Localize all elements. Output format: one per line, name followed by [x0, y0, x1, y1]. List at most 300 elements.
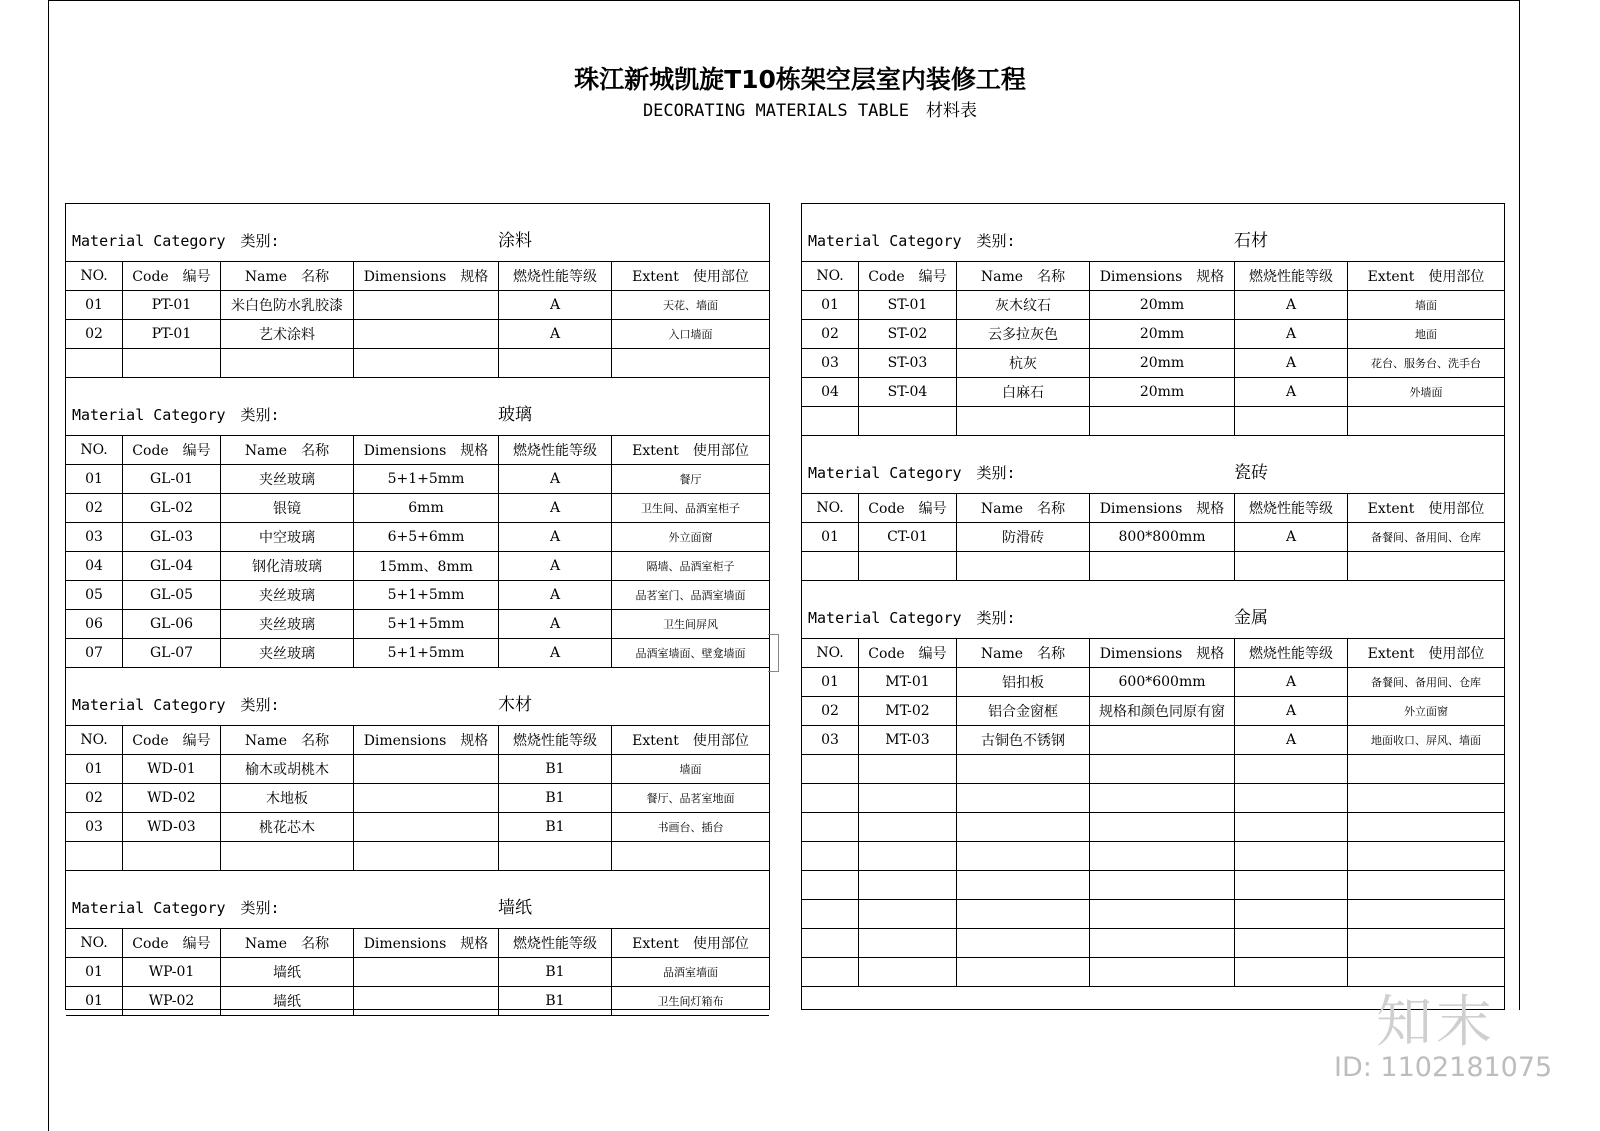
table-cell: ST-04 — [859, 378, 957, 406]
table-cell — [1348, 813, 1504, 841]
category-header — [802, 436, 1504, 494]
table-cell: 5+1+5mm — [354, 610, 499, 638]
table-cell — [1090, 755, 1235, 783]
column-header: NO. — [802, 494, 859, 522]
table-cell — [123, 349, 221, 377]
table-cell — [957, 958, 1090, 986]
table-cell: 01 — [66, 291, 123, 319]
column-header: Code 编号 — [859, 262, 957, 290]
table-cell: A — [499, 494, 612, 522]
column-header: Dimensions 规格 — [354, 262, 499, 290]
table-cell: 餐厅 — [679, 473, 702, 486]
table-cell: 20mm — [1090, 320, 1235, 348]
table-cell: GL-02 — [123, 494, 221, 522]
table-cell — [1235, 755, 1348, 783]
table-cell: A — [1235, 668, 1348, 696]
table-cell: 入口墙面 — [668, 328, 713, 341]
table-cell — [859, 552, 957, 580]
table-cell: 卫生间屏风 — [663, 618, 718, 631]
table-cell: 600*600mm — [1090, 668, 1235, 696]
table-cell — [1235, 813, 1348, 841]
table-cell: 天花、墙面 — [663, 299, 718, 312]
table-cell: 02 — [802, 697, 859, 725]
category-header — [66, 871, 769, 929]
table-row — [802, 378, 1504, 407]
table-row — [802, 349, 1504, 378]
table-cell — [802, 929, 859, 957]
table-cell — [1090, 900, 1235, 928]
column-header: NO. — [802, 262, 859, 290]
table-cell: 地面 — [1415, 328, 1437, 341]
table-cell: 01 — [802, 668, 859, 696]
table-cell: 墙面 — [1415, 299, 1437, 312]
table-cell: A — [499, 465, 612, 493]
table-cell: PT-01 — [123, 291, 221, 319]
table-cell: 夹丝玻璃 — [221, 581, 354, 609]
table-cell: 800*800mm — [1090, 523, 1235, 551]
table-cell: 5+1+5mm — [354, 581, 499, 609]
table-cell: MT-01 — [859, 668, 957, 696]
table-cell: 花台、服务台、洗手台 — [1371, 357, 1481, 370]
table-cell — [1090, 842, 1235, 870]
materials-table-left — [65, 203, 770, 1010]
frame-top-line — [48, 0, 1520, 1]
table-cell: 06 — [66, 610, 123, 638]
column-header: Name 名称 — [221, 436, 354, 464]
table-cell — [1348, 755, 1504, 783]
column-header: 燃烧性能等级 — [499, 929, 612, 957]
table-cell — [221, 842, 354, 870]
table-cell: A — [1235, 378, 1348, 406]
column-header: Dimensions 规格 — [354, 929, 499, 957]
table-cell: MT-03 — [859, 726, 957, 754]
column-header: Code 编号 — [859, 639, 957, 667]
table-cell: 铝合金窗框 — [957, 697, 1090, 725]
table-cell: 米白色防水乳胶漆 — [221, 291, 354, 319]
table-cell: A — [1235, 726, 1348, 754]
table-cell: 杭灰 — [957, 349, 1090, 377]
table-cell: 墙面 — [679, 763, 702, 776]
table-cell: 备餐间、备用间、仓库 — [1371, 531, 1481, 544]
table-row — [66, 349, 769, 378]
table-cell: 防滑砖 — [957, 523, 1090, 551]
table-cell: 钢化清玻璃 — [221, 552, 354, 580]
table-row — [802, 552, 1504, 581]
table-row — [66, 639, 769, 668]
table-cell — [859, 958, 957, 986]
column-header: Dimensions 规格 — [354, 726, 499, 754]
table-cell — [1090, 726, 1235, 754]
table-cell: B1 — [499, 987, 612, 1015]
column-header: Name 名称 — [957, 494, 1090, 522]
table-cell — [1090, 813, 1235, 841]
table-row — [66, 755, 769, 784]
column-header: Dimensions 规格 — [1090, 494, 1235, 522]
category-header — [802, 204, 1504, 262]
table-row — [66, 552, 769, 581]
table-cell: A — [1235, 320, 1348, 348]
table-cell: 07 — [66, 639, 123, 667]
table-cell: 品酒室墙面、壁龛墙面 — [635, 647, 746, 660]
table-cell — [1235, 900, 1348, 928]
page-subtitle: DECORATING MATERIALS TABLE 材料表 — [642, 101, 978, 121]
table-cell: 6mm — [354, 494, 499, 522]
table-cell — [859, 871, 957, 899]
watermark-id: ID: 1102181075 — [1334, 1052, 1553, 1083]
table-row — [802, 900, 1504, 929]
table-cell: A — [1235, 523, 1348, 551]
table-cell — [802, 842, 859, 870]
table-cell: WD-03 — [123, 813, 221, 841]
table-cell: 03 — [802, 349, 859, 377]
table-cell — [1348, 784, 1504, 812]
table-row — [802, 523, 1504, 552]
table-header-row — [802, 262, 1504, 291]
column-header: Code 编号 — [123, 436, 221, 464]
table-cell — [802, 958, 859, 986]
column-header: 燃烧性能等级 — [499, 262, 612, 290]
category-name: 瓷砖 — [1234, 463, 1268, 483]
table-cell — [612, 349, 769, 377]
table-cell: 灰木纹石 — [957, 291, 1090, 319]
table-row — [66, 581, 769, 610]
table-cell: B1 — [499, 813, 612, 841]
table-cell: 墙纸 — [221, 987, 354, 1015]
table-cell: 20mm — [1090, 378, 1235, 406]
column-header: Name 名称 — [221, 262, 354, 290]
table-cell: 夹丝玻璃 — [221, 639, 354, 667]
column-header: Code 编号 — [123, 929, 221, 957]
table-cell — [957, 407, 1090, 435]
table-row — [802, 697, 1504, 726]
table-cell: GL-01 — [123, 465, 221, 493]
table-cell: A — [1235, 697, 1348, 725]
column-header: Extent 使用部位 — [1367, 501, 1485, 517]
table-row — [802, 407, 1504, 436]
table-cell: 04 — [66, 552, 123, 580]
table-cell: A — [1235, 349, 1348, 377]
table-row — [66, 813, 769, 842]
table-cell: WD-01 — [123, 755, 221, 783]
table-cell: GL-04 — [123, 552, 221, 580]
table-cell — [354, 813, 499, 841]
table-cell: 古铜色不锈钢 — [957, 726, 1090, 754]
table-cell: 桃花芯木 — [221, 813, 354, 841]
table-cell: 书画台、插台 — [657, 821, 724, 834]
table-cell: 备餐间、备用间、仓库 — [1371, 676, 1481, 689]
table-row — [66, 320, 769, 349]
table-row — [802, 929, 1504, 958]
column-header: Extent 使用部位 — [1367, 646, 1485, 662]
column-header: 燃烧性能等级 — [1235, 262, 1348, 290]
table-cell: GL-06 — [123, 610, 221, 638]
table-row — [66, 494, 769, 523]
column-header: NO. — [66, 726, 123, 754]
annotation-box — [768, 634, 779, 672]
table-cell — [957, 842, 1090, 870]
table-cell: ST-02 — [859, 320, 957, 348]
table-cell: 艺术涂料 — [221, 320, 354, 348]
table-cell — [1090, 958, 1235, 986]
table-cell: 银镜 — [221, 494, 354, 522]
table-row — [802, 320, 1504, 349]
table-cell: 卫生间灯箱布 — [657, 995, 724, 1008]
table-cell: 02 — [66, 494, 123, 522]
table-cell — [1348, 552, 1504, 580]
category-name: 金属 — [1234, 608, 1268, 628]
table-cell: 夹丝玻璃 — [221, 610, 354, 638]
table-cell: 外墙面 — [1409, 386, 1443, 399]
category-name: 涂料 — [498, 231, 532, 251]
column-header: 燃烧性能等级 — [499, 436, 612, 464]
table-cell: B1 — [499, 958, 612, 986]
table-cell: 规格和颜色同原有窗 — [1090, 697, 1235, 725]
table-cell: CT-01 — [859, 523, 957, 551]
table-cell: 01 — [802, 523, 859, 551]
table-cell — [859, 929, 957, 957]
table-cell — [1348, 871, 1504, 899]
table-cell — [1348, 900, 1504, 928]
table-cell: 夹丝玻璃 — [221, 465, 354, 493]
table-cell: 03 — [66, 523, 123, 551]
table-row — [66, 523, 769, 552]
table-cell — [499, 349, 612, 377]
table-cell — [1348, 842, 1504, 870]
table-cell — [354, 320, 499, 348]
column-header: Dimensions 规格 — [354, 436, 499, 464]
table-row — [66, 784, 769, 813]
table-cell: ST-03 — [859, 349, 957, 377]
table-cell — [1090, 929, 1235, 957]
table-cell: 铝扣板 — [957, 668, 1090, 696]
table-cell — [1235, 871, 1348, 899]
column-header: NO. — [66, 262, 123, 290]
table-row — [66, 465, 769, 494]
table-cell: A — [499, 320, 612, 348]
table-cell: 云多拉灰色 — [957, 320, 1090, 348]
table-cell: 中空玻璃 — [221, 523, 354, 551]
column-header: Extent 使用部位 — [632, 936, 749, 952]
table-cell — [859, 900, 957, 928]
table-cell — [957, 552, 1090, 580]
column-header: 燃烧性能等级 — [1235, 639, 1348, 667]
category-label: Material Category 类别: — [808, 232, 1016, 250]
table-cell: 榆木或胡桃木 — [221, 755, 354, 783]
table-row — [802, 726, 1504, 755]
table-cell: PT-01 — [123, 320, 221, 348]
category-label: Material Category 类别: — [72, 406, 280, 424]
column-header: Code 编号 — [859, 494, 957, 522]
table-cell: 01 — [66, 958, 123, 986]
table-cell: 5+1+5mm — [354, 639, 499, 667]
table-cell — [802, 900, 859, 928]
table-cell: 02 — [66, 784, 123, 812]
table-cell: 02 — [802, 320, 859, 348]
table-cell: GL-03 — [123, 523, 221, 551]
frame-right-line — [1519, 0, 1520, 1010]
table-cell — [1348, 929, 1504, 957]
table-cell: GL-05 — [123, 581, 221, 609]
table-cell — [1348, 407, 1504, 435]
table-cell — [1090, 784, 1235, 812]
materials-table-right — [801, 203, 1505, 1010]
table-cell: 白麻石 — [957, 378, 1090, 406]
table-header-row — [802, 639, 1504, 668]
table-cell — [859, 842, 957, 870]
table-cell — [354, 987, 499, 1015]
table-cell — [1235, 929, 1348, 957]
table-row — [802, 784, 1504, 813]
table-cell: 01 — [66, 465, 123, 493]
table-cell — [802, 813, 859, 841]
table-header-row — [802, 494, 1504, 523]
column-header: Code 编号 — [123, 262, 221, 290]
table-cell: 02 — [66, 320, 123, 348]
column-header: Extent 使用部位 — [632, 269, 749, 285]
table-cell: A — [499, 610, 612, 638]
table-cell — [957, 929, 1090, 957]
table-cell — [354, 958, 499, 986]
table-cell — [66, 349, 123, 377]
table-row — [802, 813, 1504, 842]
column-header: 燃烧性能等级 — [1235, 494, 1348, 522]
table-cell: 03 — [66, 813, 123, 841]
table-cell: 04 — [802, 378, 859, 406]
table-cell: A — [499, 581, 612, 609]
column-header: Name 名称 — [957, 262, 1090, 290]
table-cell — [957, 784, 1090, 812]
table-header-row — [66, 726, 769, 755]
category-name: 墙纸 — [498, 898, 532, 918]
table-cell: 15mm、8mm — [354, 552, 499, 580]
table-cell — [123, 842, 221, 870]
table-cell: 03 — [802, 726, 859, 754]
table-cell: ST-01 — [859, 291, 957, 319]
table-row — [66, 610, 769, 639]
category-header — [802, 581, 1504, 639]
column-header: Dimensions 规格 — [1090, 639, 1235, 667]
table-cell — [859, 407, 957, 435]
table-cell — [66, 842, 123, 870]
table-row — [802, 842, 1504, 871]
table-cell — [802, 784, 859, 812]
table-cell: 地面收口、屏风、墙面 — [1371, 734, 1481, 747]
table-row — [66, 958, 769, 987]
category-label: Material Category 类别: — [808, 609, 1016, 627]
table-cell: 01 — [66, 755, 123, 783]
table-cell — [1235, 842, 1348, 870]
column-header: NO. — [802, 639, 859, 667]
column-header: Name 名称 — [957, 639, 1090, 667]
table-cell: 品茗室门、品酒室墙面 — [635, 589, 746, 602]
table-cell — [1090, 552, 1235, 580]
table-cell: 隔墙、品酒室柜子 — [646, 560, 735, 573]
table-cell — [1090, 871, 1235, 899]
category-name: 木材 — [498, 695, 532, 715]
table-cell: 餐厅、品茗室地面 — [646, 792, 735, 805]
table-cell — [802, 871, 859, 899]
category-header — [66, 668, 769, 726]
table-cell — [499, 842, 612, 870]
table-cell: WD-02 — [123, 784, 221, 812]
table-cell: 20mm — [1090, 291, 1235, 319]
table-cell: 01 — [66, 987, 123, 1015]
category-header — [66, 204, 769, 262]
table-cell — [612, 842, 769, 870]
table-cell: A — [499, 552, 612, 580]
table-cell — [1090, 407, 1235, 435]
table-cell: 20mm — [1090, 349, 1235, 377]
table-cell: 墙纸 — [221, 958, 354, 986]
table-cell — [1235, 552, 1348, 580]
table-cell: WP-01 — [123, 958, 221, 986]
table-cell — [354, 755, 499, 783]
column-header: NO. — [66, 929, 123, 957]
table-cell: B1 — [499, 755, 612, 783]
category-label: Material Category 类别: — [72, 696, 280, 714]
table-cell — [802, 755, 859, 783]
table-cell: A — [499, 291, 612, 319]
category-label: Material Category 类别: — [808, 464, 1016, 482]
category-name: 玻璃 — [498, 405, 532, 425]
table-cell: 05 — [66, 581, 123, 609]
column-header: Dimensions 规格 — [1090, 262, 1235, 290]
column-header: Name 名称 — [221, 726, 354, 754]
table-row — [66, 842, 769, 871]
table-cell — [957, 755, 1090, 783]
table-header-row — [66, 929, 769, 958]
column-header: 燃烧性能等级 — [499, 726, 612, 754]
table-cell: 品酒室墙面 — [663, 966, 718, 979]
table-cell: MT-02 — [859, 697, 957, 725]
table-row — [66, 987, 769, 1016]
table-cell — [802, 407, 859, 435]
column-header: NO. — [66, 436, 123, 464]
table-row — [802, 291, 1504, 320]
frame-left-line — [48, 0, 49, 1131]
table-cell: 卫生间、品酒室柜子 — [641, 502, 740, 515]
table-cell — [1235, 784, 1348, 812]
category-header — [66, 378, 769, 436]
table-cell: A — [499, 523, 612, 551]
table-cell: 5+1+5mm — [354, 465, 499, 493]
table-cell: A — [1235, 291, 1348, 319]
table-cell — [354, 784, 499, 812]
table-cell — [859, 755, 957, 783]
column-header: Extent 使用部位 — [632, 443, 749, 459]
column-header: Extent 使用部位 — [632, 733, 749, 749]
table-cell: A — [499, 639, 612, 667]
table-cell: 6+5+6mm — [354, 523, 499, 551]
category-label: Material Category 类别: — [72, 899, 280, 917]
watermark-logo: 知末 — [1376, 990, 1496, 1055]
table-header-row — [66, 262, 769, 291]
table-cell — [354, 291, 499, 319]
table-cell — [957, 813, 1090, 841]
table-cell — [957, 871, 1090, 899]
table-cell — [354, 349, 499, 377]
table-cell: 01 — [802, 291, 859, 319]
column-header: Extent 使用部位 — [1367, 269, 1485, 285]
table-cell — [859, 784, 957, 812]
table-row — [802, 871, 1504, 900]
category-label: Material Category 类别: — [72, 232, 280, 250]
column-header: Name 名称 — [221, 929, 354, 957]
page-title: 珠江新城凯旋T10栋架空层室内装修工程 — [574, 65, 1026, 94]
table-cell: WP-02 — [123, 987, 221, 1015]
table-cell: 木地板 — [221, 784, 354, 812]
table-cell: GL-07 — [123, 639, 221, 667]
